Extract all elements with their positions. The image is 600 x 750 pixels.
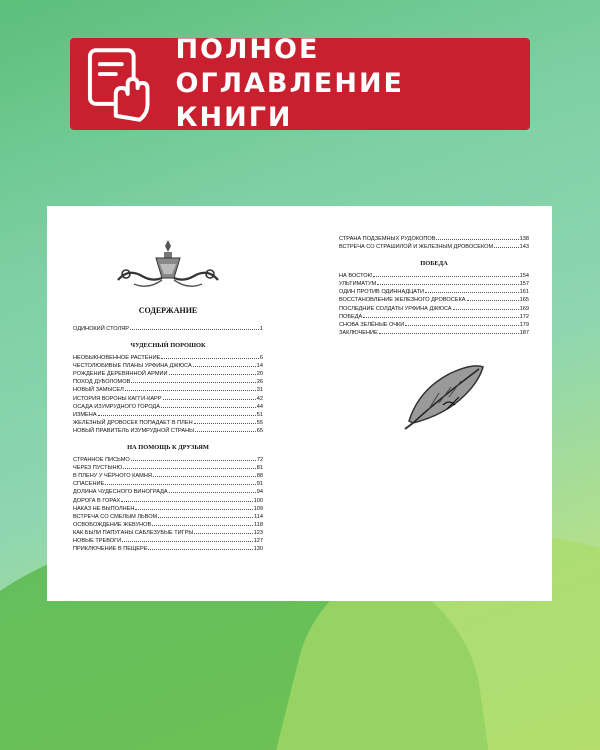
toc-entry-page: 169 (519, 305, 529, 312)
toc-entry (339, 288, 529, 296)
toc-entry (73, 456, 263, 464)
toc-entry-page: 65 (256, 427, 263, 434)
toc-entry (73, 464, 263, 472)
toc-entry (73, 529, 263, 537)
dot-leader (467, 296, 519, 301)
dot-leader (158, 513, 253, 518)
toc-entry-page: 72 (256, 457, 263, 464)
toc-entry (73, 513, 263, 521)
toc-entry-page: 123 (253, 529, 263, 536)
toc-entry (73, 325, 263, 333)
dot-leader (105, 480, 256, 485)
toc-entry-page: 165 (519, 297, 529, 304)
dot-leader (125, 386, 256, 391)
toc-entry-page: 109 (253, 505, 263, 512)
toc-entry-page: 14 (256, 363, 263, 370)
toc-entry-title: НАКАЗ НЕ ВЫПОЛНЕН (73, 505, 135, 512)
toc-entry (339, 305, 529, 313)
toc-entry-title: КАК БЫЛИ ПАПУГАНЫ САБЛЕЗУБЫЕ ТИГРЫ (73, 529, 194, 536)
toc-title: СОДЕРЖАНИЕ (138, 306, 198, 315)
toc-entry (339, 280, 529, 288)
toc-entry (339, 329, 529, 337)
dot-leader (153, 472, 256, 477)
toc-entry (73, 505, 263, 513)
toc-entry-title: НОВЫЙ ЗАМЫСЕЛ (73, 387, 124, 394)
dot-leader (373, 272, 518, 277)
toc-entry-title: ОДИН ПРОТИВ ОДИННАДЦАТИ (339, 289, 425, 296)
toc-entry-title: ИСТОРИЯ ВОРОНЫ КАГГИ-КАРР (73, 395, 162, 402)
banner-line-2: ОГЛАВЛЕНИЕ КНИГИ (175, 68, 405, 133)
toc-entry-title: ОСВОБОЖДЕНИЕ ЖЕВУНОВ (73, 521, 152, 528)
dot-leader (152, 521, 253, 526)
toc-entry (73, 370, 263, 378)
toc-entry-title: ПОБЕДА (339, 313, 363, 320)
toc-entry-title: НОВЫЕ ТРЕВОГИ (73, 537, 122, 544)
left-page (73, 234, 263, 553)
intro-list (73, 325, 263, 333)
toc-entry (339, 313, 529, 321)
victory-list (339, 272, 529, 337)
toc-entry (339, 272, 529, 280)
toc-entry-page: 187 (519, 329, 529, 336)
dot-leader (405, 321, 518, 326)
toc-entry-page: 179 (519, 321, 529, 328)
toc-entry-title: СНОВА ЗЕЛЁНЫЕ ОЧКИ (339, 321, 405, 328)
toc-entry (73, 419, 263, 427)
ornament-icon (108, 234, 228, 294)
dot-leader (123, 464, 256, 469)
toc-entry-title: ВОССТАНОВЛЕНИЕ ЖЕЛЕЗНОГО ДРОВОСЕКА (339, 297, 466, 304)
toc-entry-page: 130 (253, 546, 263, 553)
toc-entry (73, 472, 263, 480)
toc-entry (73, 537, 263, 545)
toc-entry-page: 143 (519, 244, 529, 251)
dot-leader (425, 288, 519, 293)
dot-leader (436, 235, 518, 240)
toc-entry (73, 354, 263, 362)
sections-list (73, 342, 263, 553)
right-top-list (339, 235, 529, 251)
dot-leader (130, 325, 259, 330)
toc-entry-page: 114 (254, 513, 263, 520)
dot-leader (163, 395, 256, 400)
toc-entry (73, 403, 263, 411)
toc-entry (73, 488, 263, 496)
toc-entry (73, 480, 263, 488)
toc-entry (339, 243, 529, 251)
toc-entry-title: СТРАНА ПОДЗЕМНЫХ РУДОКОПОВ (339, 236, 436, 242)
toc-entry-title: ОДИНОКИЙ СТОЛЯР (73, 326, 130, 332)
toc-entry-title: НОВЫЙ ПРАВИТЕЛЬ ИЗУМРУДНОЙ СТРАНЫ (73, 427, 195, 434)
toc-entry-page: 100 (253, 497, 263, 504)
book-spread (47, 206, 552, 601)
toc-entry (73, 395, 263, 403)
toc-entry-title: ДОЛИНА ЧУДЕСНОГО ВИНОГРАДА (73, 489, 168, 496)
toc-entry (73, 362, 263, 370)
dot-leader (195, 427, 256, 432)
toc-entry-page: 127 (253, 537, 263, 544)
toc-entry-page: 42 (256, 395, 263, 402)
toc-entry-page: 81 (256, 465, 263, 472)
dot-leader (131, 378, 255, 383)
toc-entry-page: 88 (256, 473, 263, 480)
right-page (339, 235, 529, 434)
toc-entry-page: 44 (256, 403, 263, 410)
dot-leader (494, 243, 518, 248)
toc-entry-title: ПРИКЛЮЧЕНИЕ В ПЕЩЕРЕ (73, 546, 148, 553)
toc-entry-title: ЖЕЛЕЗНЫЙ ДРОВОСЕК ПОПАДАЕТ В ПЛЕН (73, 419, 193, 426)
toc-entry-title: СТРАННОЕ ПИСЬМО (73, 457, 130, 464)
dot-leader (169, 370, 256, 375)
toc-entry-page: 154 (519, 273, 529, 280)
toc-entry (339, 296, 529, 304)
section-title: ЧУДЕСНЫЙ ПОРОШОК (130, 342, 206, 350)
toc-entry-title: ЧЕСТОЛЮБИВЫЕ ПЛАНЫ УРФИНА ДЖЮСА (73, 363, 192, 370)
toc-entry-page: 91 (256, 481, 263, 488)
toc-entry-title: ВСТРЕЧА СО СТРАШИЛОЙ И ЖЕЛЕЗНЫМ ДРОВОСЕКОМ (339, 244, 494, 251)
toc-entry (73, 378, 263, 386)
toc-entry-title: ИЗМЕНА (73, 411, 97, 418)
toc-entry-title: НЕОБЫКНОВЕННОЕ РАСТЕНИЕ (73, 355, 161, 362)
toc-entry (73, 411, 263, 419)
dot-leader (453, 305, 519, 310)
dot-leader (135, 505, 252, 510)
feather-quill-icon (399, 359, 489, 434)
toc-entry-page: 31 (256, 387, 263, 394)
toc-entry-title: В ПЛЕНУ У ЧЁРНОГО КАМНЯ (73, 473, 152, 480)
document-hand-icon (82, 44, 161, 124)
dot-leader (98, 411, 256, 416)
toc-entry (339, 235, 529, 243)
toc-entry (339, 321, 529, 329)
toc-entry-page: 94 (256, 489, 263, 496)
toc-entry-title: УЛЬТИМАТУМ (339, 281, 377, 288)
dot-leader (194, 419, 256, 424)
dot-leader (122, 537, 252, 542)
toc-entry-title: РОЖДЕНИЕ ДЕРЕВЯННОЙ АРМИИ (73, 371, 168, 378)
toc-entry (73, 545, 263, 553)
toc-entry-title: НА ВОСТОК! (339, 273, 373, 280)
toc-entry (73, 427, 263, 435)
dot-leader (148, 545, 252, 550)
toc-entry-page: 26 (256, 379, 263, 386)
toc-entry-title: ВСТРЕЧА СО СМЕЛЫМ ЛЬВОМ (73, 513, 158, 520)
dot-leader (379, 329, 519, 334)
banner-line-1: ПОЛНОЕ (175, 34, 320, 65)
toc-entry (73, 386, 263, 394)
toc-entry-page: 157 (519, 281, 529, 288)
section-title-victory: ПОБЕДА (420, 260, 448, 268)
toc-entry-title: ПОХОД ДУБОЛОМОВ (73, 379, 131, 386)
toc-entry-page: 20 (256, 371, 263, 378)
dot-leader (161, 354, 259, 359)
section-title: НА ПОМОЩЬ К ДРУЗЬЯМ (127, 444, 209, 452)
toc-entry-title: ОСАДА ИЗУМРУДНОГО ГОРОДА (73, 403, 160, 410)
toc-entry-page: 55 (256, 419, 263, 426)
dot-leader (121, 497, 252, 502)
toc-entry-title: СПАСЕНИЕ (73, 481, 105, 488)
dot-leader (363, 313, 518, 318)
toc-entry-title: ДОРОГА В ГОРАХ (73, 497, 121, 504)
toc-entry-title: ЧЕРЕЗ ПУСТЫНЮ (73, 465, 123, 472)
dot-leader (377, 280, 518, 285)
dot-leader (161, 403, 256, 408)
toc-entry (73, 497, 263, 505)
banner-heading (175, 33, 530, 135)
toc-entry-title: ЗАКЛЮЧЕНИЕ (339, 329, 378, 336)
dot-leader (169, 488, 256, 493)
toc-entry-page: 161 (519, 289, 529, 296)
toc-entry-page: 172 (519, 313, 529, 320)
dot-leader (131, 456, 256, 461)
toc-entry-page: 6 (259, 355, 263, 362)
toc-entry-page: 51 (256, 411, 263, 418)
toc-entry (73, 521, 263, 529)
toc-entry-page: 138 (519, 236, 529, 242)
toc-entry-title: ПОСЛЕДНИЕ СОЛДАТЫ УРФИНА ДЖЮСА (339, 305, 452, 312)
dot-leader (194, 529, 252, 534)
toc-entry-page: 118 (254, 521, 263, 528)
dot-leader (193, 362, 256, 367)
toc-banner (70, 34, 530, 133)
toc-entry-page: 1 (259, 326, 263, 332)
